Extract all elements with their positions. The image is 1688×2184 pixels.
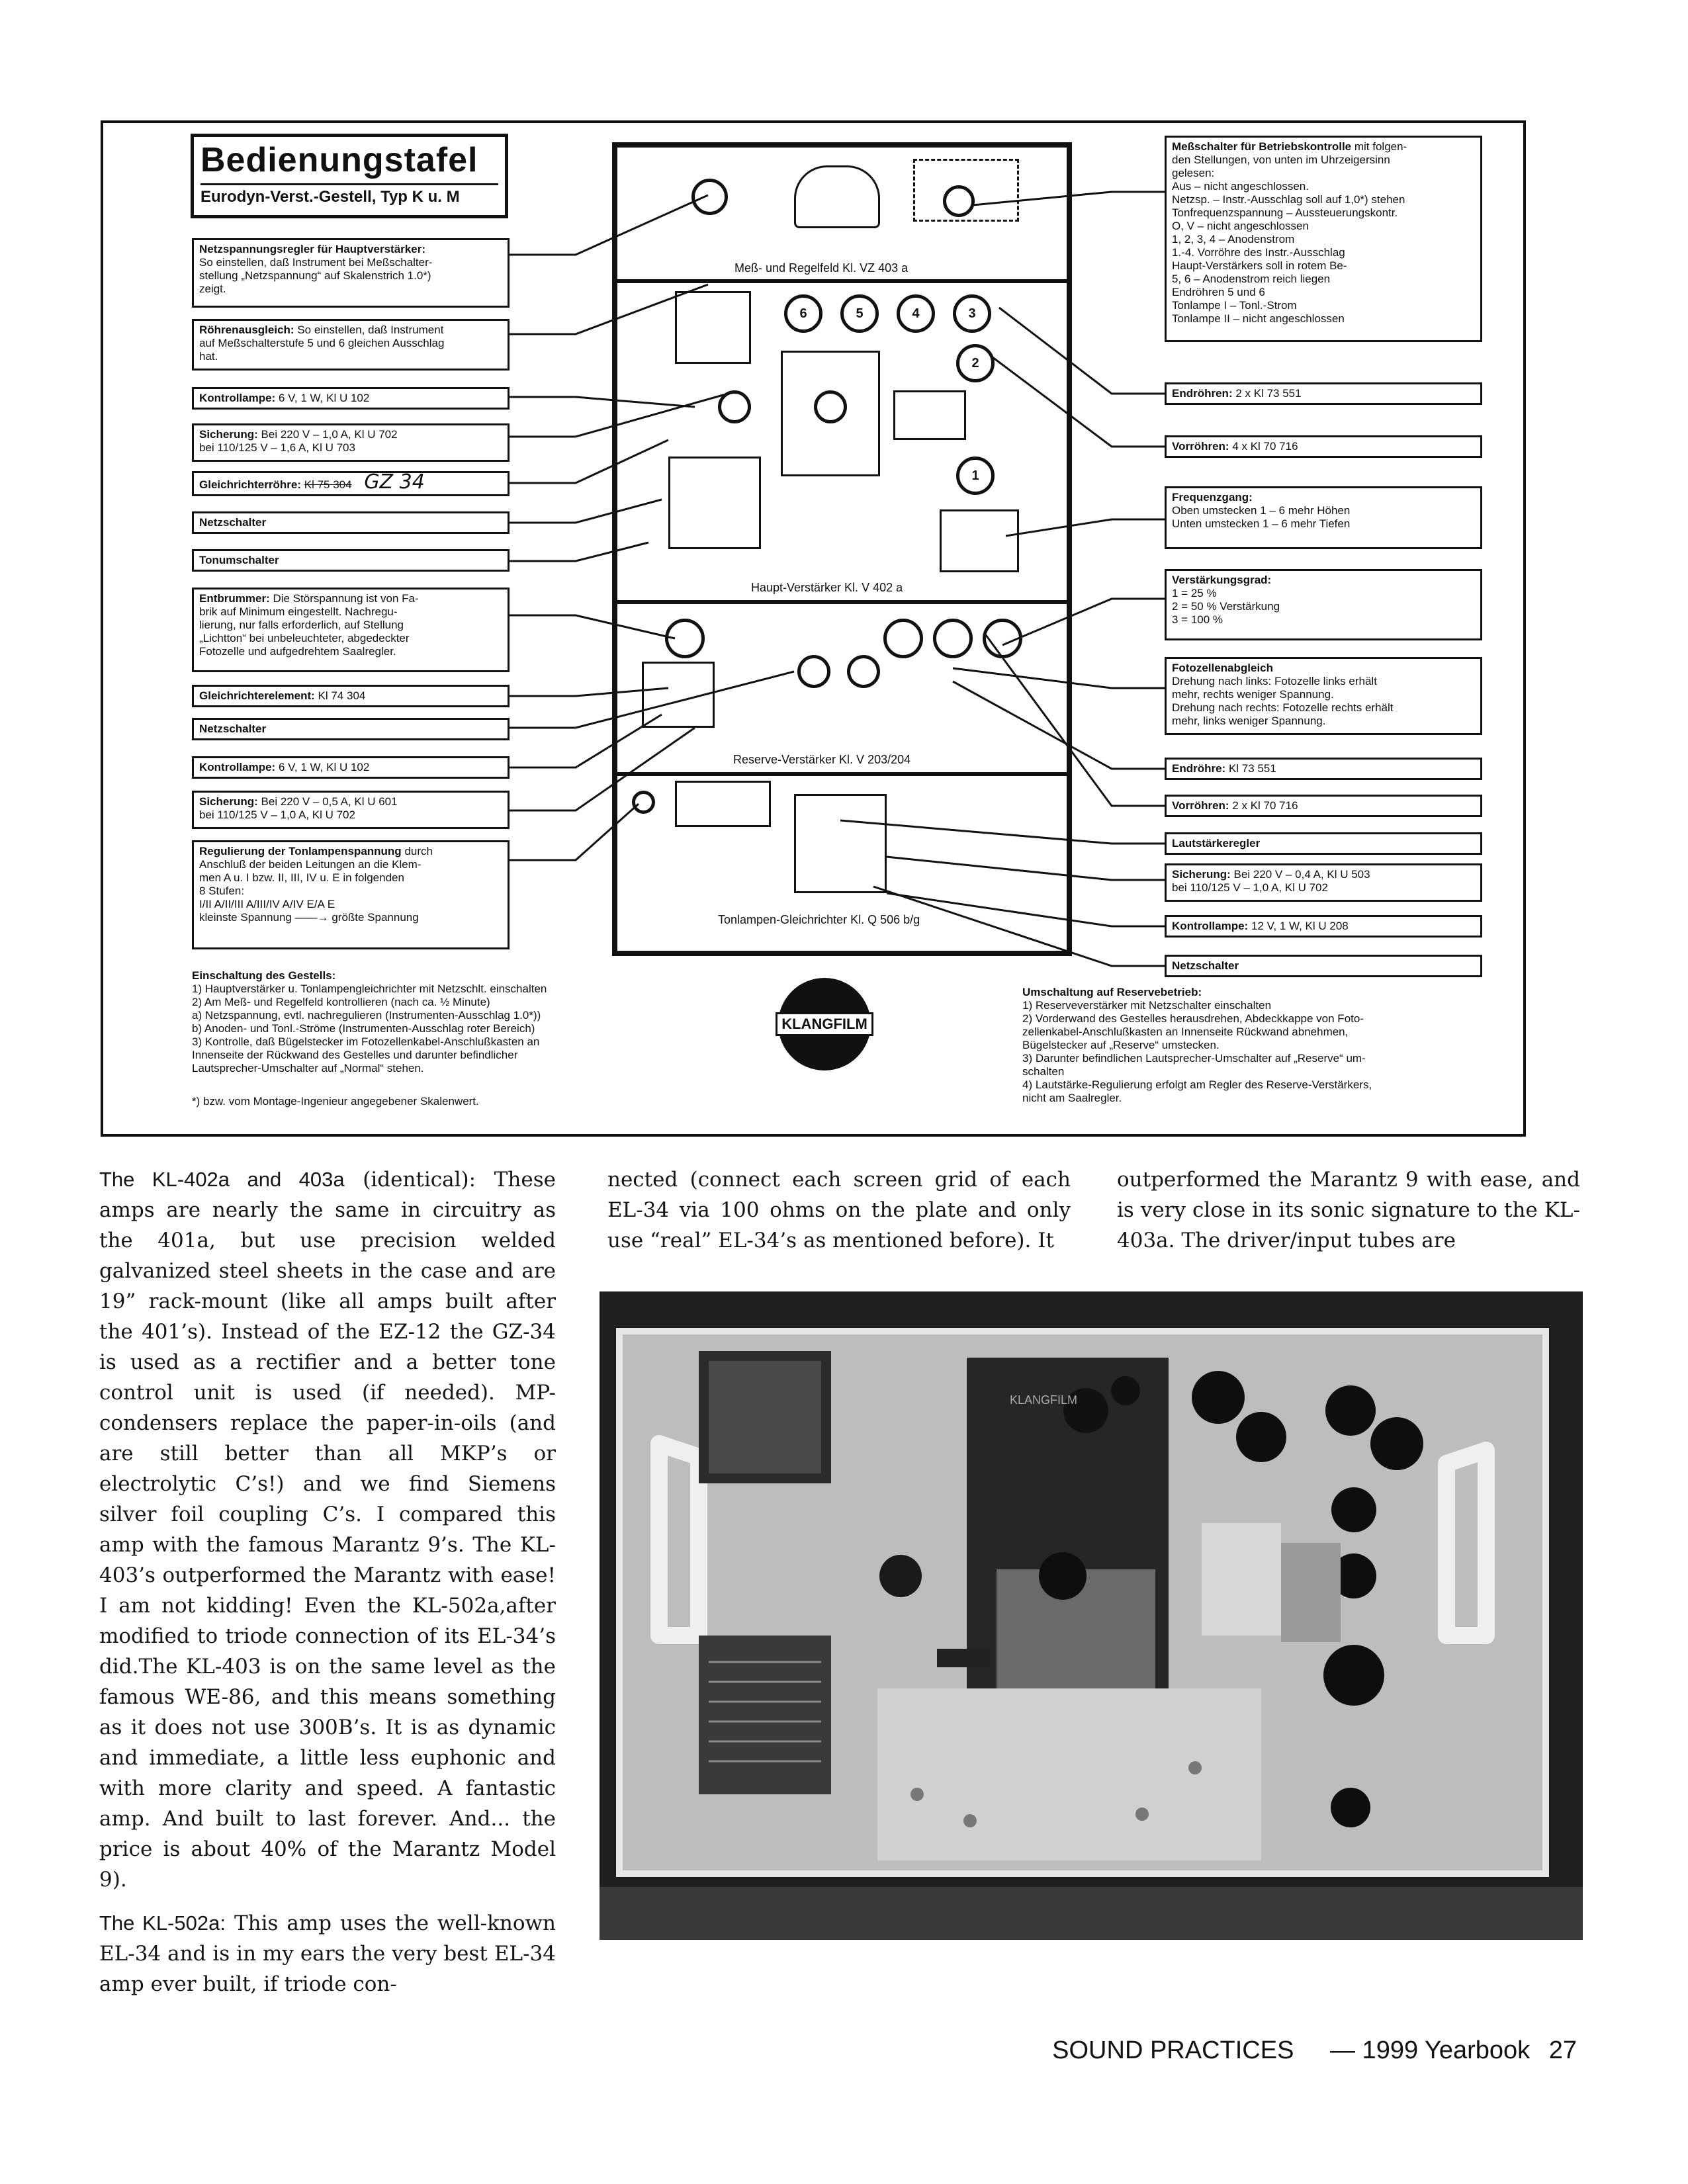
label-gain: Verstärkungsgrad: 1 = 25 % 2 = 50 % Verstärkung 3 = 100 %	[1165, 569, 1482, 640]
handwritten-gz34: GZ 34	[364, 470, 425, 494]
photo-brand-text: KLANGFILM	[1010, 1393, 1078, 1407]
tube-socket-5: 5	[840, 294, 879, 333]
lamp-rectifier-plate	[794, 794, 887, 893]
mains-voltage-knob	[691, 179, 728, 215]
reserve-tube-a	[797, 655, 830, 688]
label-frequency-response: Frequenzgang: Oben umstecken 1 – 6 mehr Höhen Unten umstecken 1 – 6 mehr Tiefen	[1165, 486, 1482, 549]
main-transformer-bottom	[668, 457, 761, 549]
label-pre-tubes-reserve: Vorröhren: 2 x Kl 70 716	[1165, 795, 1482, 817]
reserve-tube-b	[847, 655, 880, 688]
paragraph-kl402a	[99, 1164, 556, 1895]
tube-socket-3: 3	[953, 294, 991, 333]
paragraph-col3: outperformed the Marantz 9 with ease, and is very close in its sonic signature to the KL-403a. The driver/input tubes are	[1117, 1168, 1580, 1252]
label-pilot-lamp-reserve: Kontrollampe: 6 V, 1 W, Kl U 102	[192, 756, 510, 779]
label-pre-tubes-main: Vorröhren: 4 x Kl 70 716	[1165, 435, 1482, 458]
paragraph-body-kl402a: (identical): These amps are nearly the same in circuitry as the 401a, but use precision welded galvanized steel sheets in the case and are 19” rack-mount (like all amps built after the 401’s). Instead of the EZ-12 the GZ-34 is used as a rectifier and a better tone control unit is used (if needed). MP-condensers replace the paper-in-oils (and are still better than all MKP’s or electrolytic C’s!) and we find Siemens silver foil coupling C’s. I compared this amp with the famous Marantz 9’s. The KL-403’s outperformed the Marantz with ease! I am not kidding! Even the KL-502a,after modified to triode connection of its EL-34’s did.The KL-403 is on the same level as the famous WE-86, and this means something as it does not use 300B’s. It is as dynamic and immediate, a little less euphonic and with more clarity and speed. A fantastic amp. And built to last forever. And... the price is about 40% of the Marantz Model 9).	[99, 1168, 556, 1892]
meter-instrument	[794, 165, 880, 228]
label-mains-switch-lamp-rectifier: Netzschalter	[1165, 955, 1482, 977]
reserve-tube-left	[665, 619, 705, 658]
tube-socket-6: 6	[784, 294, 822, 333]
label-mains-voltage-regulator: Netzspannungsregler für Hauptverstärker: So einstellen, daß Instrument bei Meßschalter- stellung „Netzspannung“ auf Skalenstrich 1.0*) zeigt.	[192, 238, 510, 308]
paragraph-lead-kl402a: The KL-402a and 403a	[99, 1168, 345, 1191]
lamp-rectifier-switch	[632, 791, 655, 814]
label-tone-switch: Tonumschalter	[192, 549, 510, 572]
footer-publication: SOUND PRACTICES	[1052, 2036, 1294, 2064]
page-number: 27	[1548, 2036, 1577, 2064]
label-output-tube-reserve: Endröhre: Kl 73 551	[1165, 758, 1482, 780]
meter-panel-label: Meß- und Regelfeld Kl. VZ 403 a	[734, 261, 909, 275]
footer-edition: — 1999 Yearbook	[1330, 2036, 1531, 2064]
reserve-tube-d	[933, 619, 973, 658]
diagram-title: Bedienungstafel	[200, 141, 478, 179]
reserve-amp-panel-label: Reserve-Verstärker Kl. V 203/204	[733, 753, 911, 766]
main-amp-panel-label: Haupt-Verstärker Kl. V 402 a	[751, 581, 903, 594]
label-lamp-voltage-regulation: Regulierung der Tonlampenspannung durch Anschluß der beiden Leitungen an die Klem- men A u. I bzw. II, III, IV u. E in folgenden 8 Stufen: I/II A/II/III A/III/IV A/IV E/A E kleinste Spannung ——→ größte Spannung	[192, 840, 510, 949]
paragraph-lead-kl502a: The KL-502a:	[99, 1911, 226, 1935]
lamp-rectifier-panel-label: Tonlampen-Gleichrichter Kl. Q 506 b/g	[718, 913, 920, 926]
reserve-transformer	[642, 662, 715, 728]
label-mains-switch-reserve: Netzschalter	[192, 718, 510, 740]
paragraph-kl502a	[99, 1908, 556, 1999]
amplifier-photo	[600, 1291, 1583, 1940]
label-fuse-main: Sicherung: Bei 220 V – 1,0 A, Kl U 702 bei 110/125 V – 1,6 A, Kl U 703	[192, 423, 510, 462]
tone-switch	[718, 390, 751, 423]
label-photocell-balance: Fotozellenabgleich Drehung nach links: Fotozelle links erhält mehr, rechts weniger Spannung. Drehung nach rechts: Fotozelle rechts erhält mehr, links weniger Spannung.	[1165, 657, 1482, 735]
reserve-tube-c	[883, 619, 923, 658]
terminal-strip	[675, 781, 771, 827]
label-fuse-lamp-rectifier: Sicherung: Bei 220 V – 0,4 A, Kl U 503 bei 110/125 V – 1,0 A, Kl U 702	[1165, 863, 1482, 902]
label-mains-switch-main: Netzschalter	[192, 511, 510, 534]
notes-reserve-operation: Umschaltung auf Reservebetrieb: 1) Reserveverstärker mit Netzschalter einschalten 2) Vorderwand des Gestelles herausdrehen, Abdeckkappe von Foto- zellenkabel-Anschlußkasten an Innenseite Rückwand abnehmen, Bügelstecker auf „Reserve“ umstecken. 3) Darunter befindlichen Lautsprecher-Umschalter auf „Reserve“ um- schalten 4) Lautstärke-Regulierung erfolgt am Regler des Reserve-Verstärkers, nicht am Saalregler.	[1022, 986, 1372, 1104]
label-tube-balance: Röhrenausgleich: So einstellen, daß Instrument auf Meßschalterstufe 5 und 6 gleichen Ausschlag hat.	[192, 319, 510, 371]
main-transformer-top	[675, 291, 751, 364]
article-column-3	[1117, 1164, 1580, 1269]
reserve-tube-e	[983, 619, 1022, 658]
label-pilot-lamp-main: Kontrollampe: 6 V, 1 W, Kl U 102	[192, 387, 510, 410]
label-measuring-switch: Meßschalter für Betriebskontrolle mit folgen- den Stellungen, von unten im Uhrzeigersinn gelesen: Aus – nicht angeschlossen. Netzsp. – Instr.-Ausschlag soll auf 1,0*) stehen Tonfrequenzspannung – Aussteuerungskontr. O, V – nicht angeschlossen 1, 2, 3, 4 – Anodenstrom 1.-4. Vorröhre des Instr.-Ausschlag Haupt-Verstärkers soll in rotem Be- 5, 6 – Anodenstrom reich liegen Endröhren 5 und 6 Tonlampe I – Tonl.-Strom Tonlampe II – nicht angeschlossen	[1165, 136, 1482, 342]
klangfilm-logo	[778, 978, 871, 1070]
tube-socket-1: 1	[956, 457, 995, 495]
label-output-tubes-main: Endröhren: 2 x Kl 73 551	[1165, 382, 1482, 405]
rectifier-tube	[814, 390, 847, 423]
klangfilm-logo-text: KLANGFILM	[776, 1012, 873, 1036]
paragraph-col2: nected (connect each screen grid of each EL-34 via 100 ohms on the plate and only use “real” EL-34’s as mentioned before). It	[607, 1168, 1071, 1252]
gain-block	[940, 509, 1019, 572]
measuring-switch-knob	[943, 185, 975, 217]
label-volume-control: Lautstärkeregler	[1165, 832, 1482, 855]
label-pilot-lamp-lamp-rectifier: Kontrollampe: 12 V, 1 W, Kl U 208	[1165, 915, 1482, 938]
frequency-plugboard	[893, 390, 966, 440]
tube-socket-2: 2	[956, 344, 995, 382]
page-footer	[1052, 2036, 1577, 2065]
notes-footnote: *) bzw. vom Montage-Ingenieur angegebener Skalenwert.	[192, 1095, 479, 1108]
article-column-2	[607, 1164, 1071, 1269]
article-column-1	[99, 1164, 556, 2013]
label-hum-balancer: Entbrummer: Die Störspannung ist von Fa- brik auf Minimum eingestellt. Nachregu- lierung, nur falls erforderlich, auf Stellung „Lichtton“ bei unbeleuchteter, abgedeckter Fotozelle und aufgedrehtem Saalregler.	[192, 588, 510, 672]
diagram-subtitle: Eurodyn-Verst.-Gestell, Typ K u. M	[200, 183, 498, 206]
paragraph-body-kl502a: This amp uses the well-known EL-34 and is in my ears the very best EL-34 amp ever built, if triode con-	[99, 1911, 556, 1996]
notes-switch-on: Einschaltung des Gestells: 1) Hauptverstärker u. Tonlampengleichrichter mit Netzschlt. einschalten 2) Am Meß- und Regelfeld kontrollieren (nach ca. ½ Minute) a) Netzspannung, evtl. nachregulieren (Instrumenten-Ausschlag 1.0*)) b) Anoden- und Tonl.-Ströme (Instrumenten-Ausschlag roter Bereich) 3) Kontrolle, daß Bügelstecker im Fotozellenkabel-Anschlußkasten an Innenseite der Rückwand des Gestelles und darunter befindlicher Lautsprecher-Umschalter auf „Normal“ stehen.	[192, 969, 547, 1074]
label-rectifier-element: Gleichrichterelement: Kl 74 304	[192, 685, 510, 707]
tube-socket-4: 4	[897, 294, 935, 333]
label-rectifier-tube: Gleichrichterröhre: Kl 75 304 GZ 34	[192, 471, 510, 496]
label-fuse-reserve: Sicherung: Bei 220 V – 0,5 A, Kl U 601 bei 110/125 V – 1,0 A, Kl U 702	[192, 791, 510, 829]
amplifier-photo-render	[600, 1291, 1583, 1940]
